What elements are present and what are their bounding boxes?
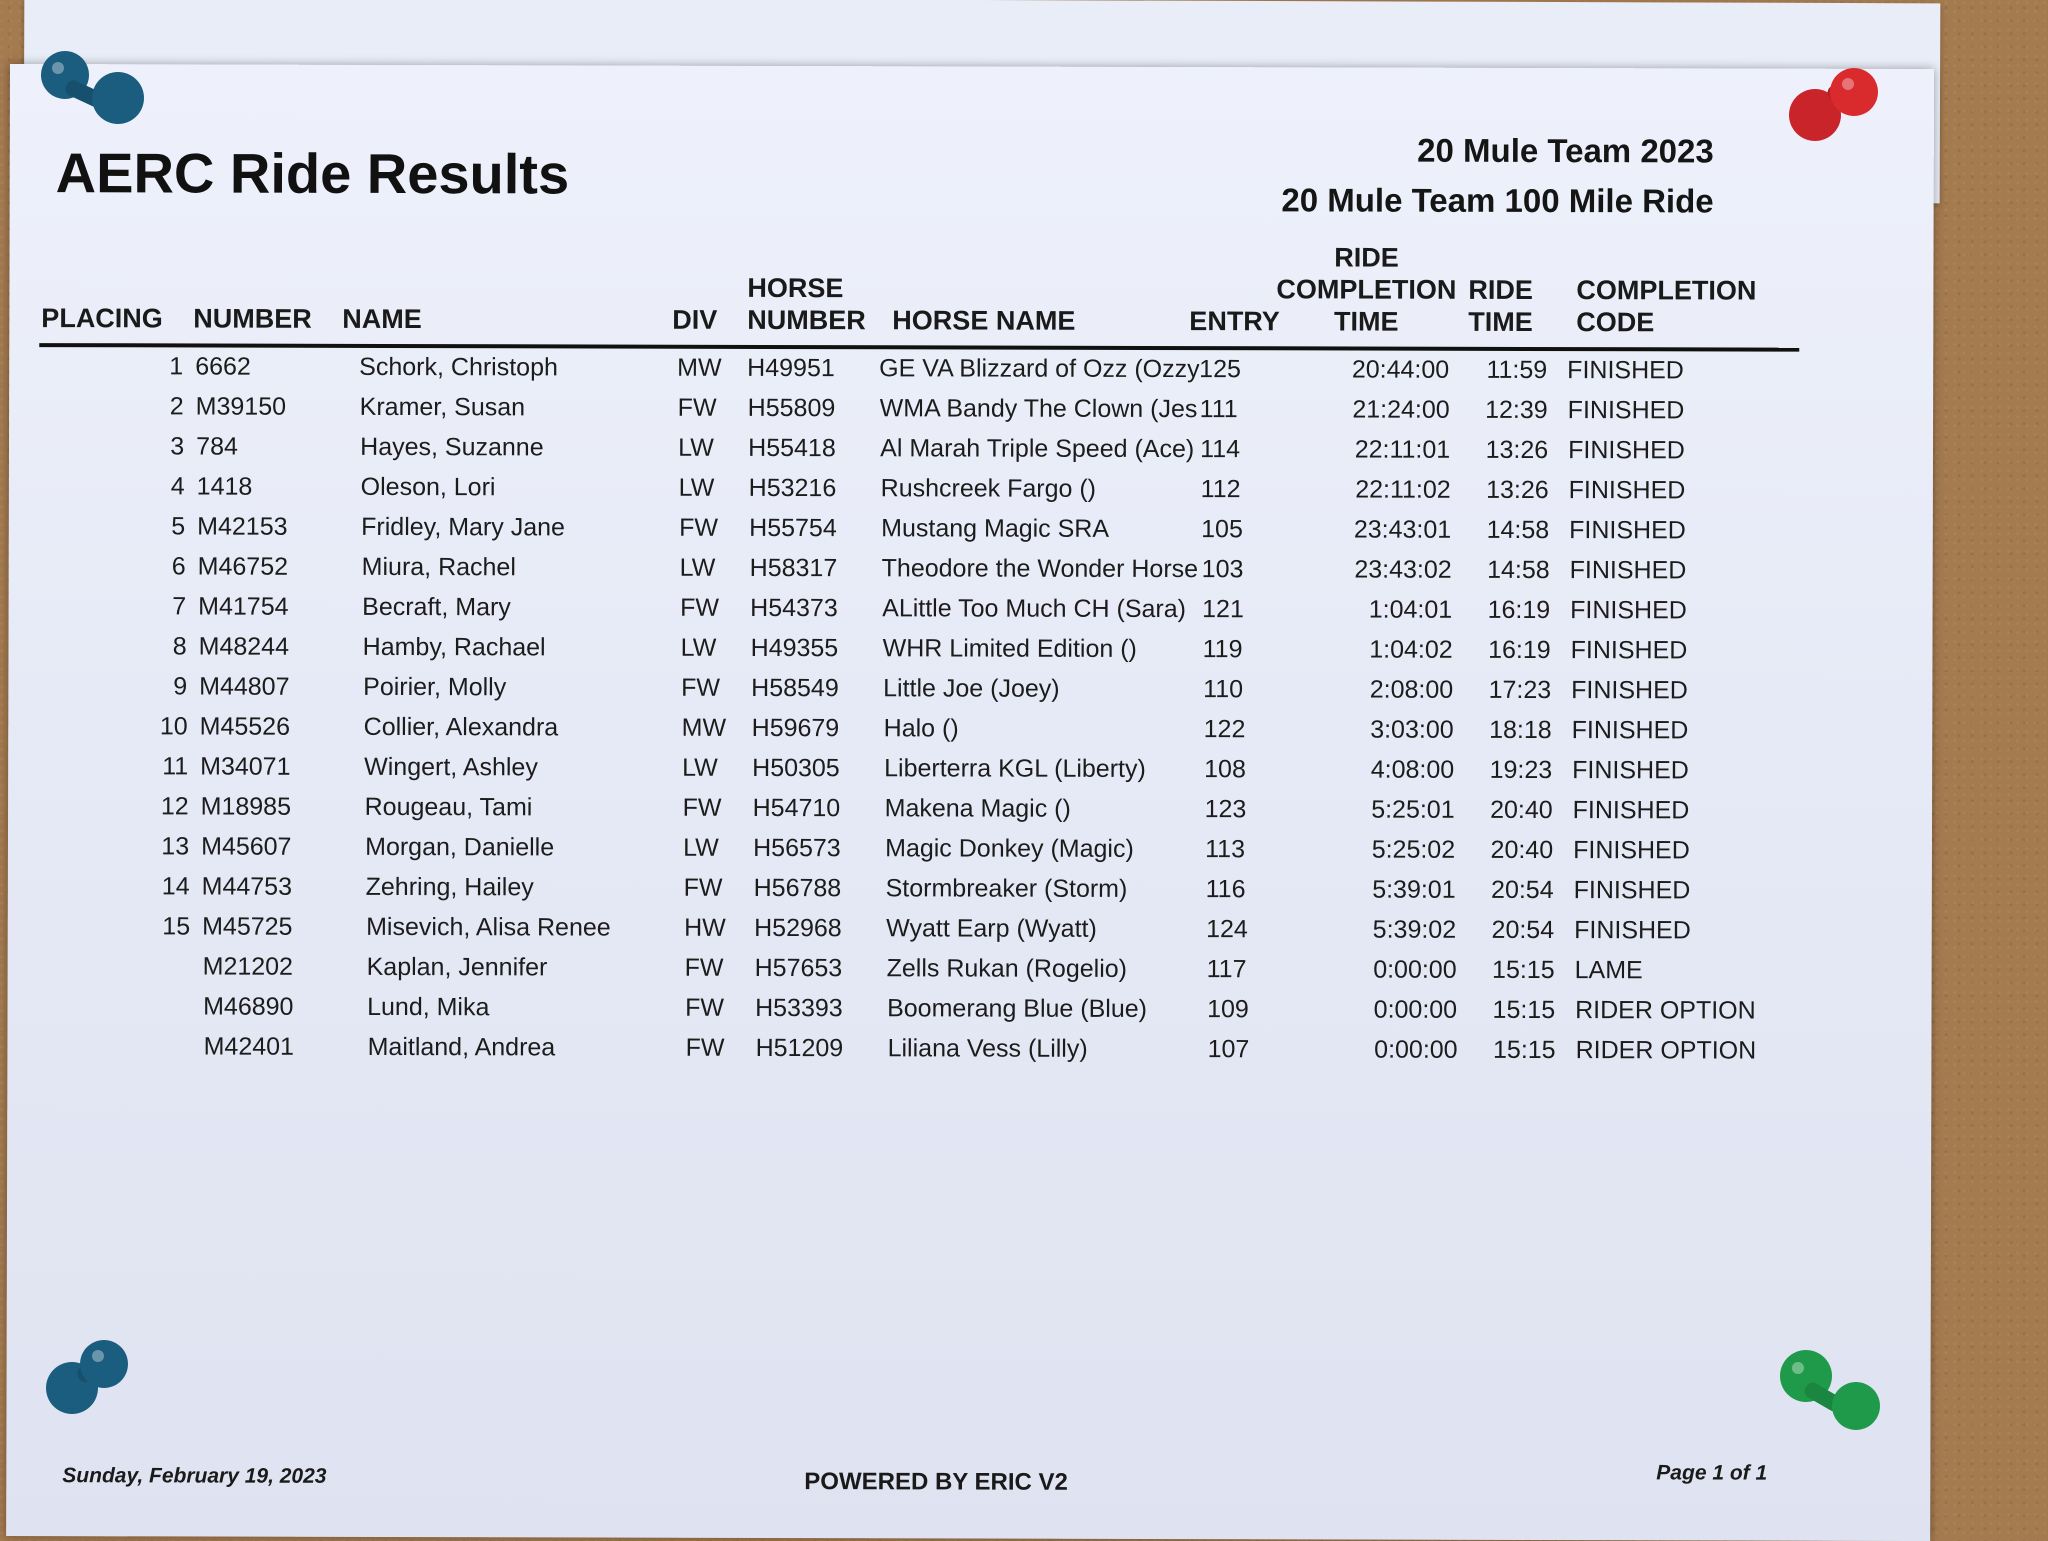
col-horse-number: HORSE NUMBER [747,272,877,336]
cell-completion-time: 23:43:02 [1352,556,1452,585]
cell-name: Schork, Christoph [359,353,558,383]
cell-entry: 123 [1205,795,1247,824]
cell-horse-number: H54373 [750,594,838,623]
pushpin-highlight [92,1350,104,1362]
header-rule [39,343,1799,352]
cell-horse-name: Liberterra KGL (Liberty) [884,754,1204,784]
cell-placing: 2 [138,392,184,421]
table-row [7,992,1907,1037]
cell-ride-time: 13:26 [1469,476,1549,505]
cell-completion-time: 5:25:01 [1355,796,1455,825]
cell-number: M41754 [198,592,288,621]
cell-placing: 6 [140,552,186,581]
cell-ride-time: 20:40 [1473,836,1553,865]
cell-div: FW [678,394,717,423]
cell-horse-name: GE VA Blizzard of Ozz (Ozzy [879,354,1199,384]
cell-ride-time: 20:54 [1474,916,1554,945]
cell-div: LW [679,474,715,503]
cell-horse-number: H58549 [751,674,839,703]
cell-entry: 121 [1202,595,1244,624]
cell-completion-code: FINISHED [1573,836,1690,865]
cell-completion-code: FINISHED [1569,476,1686,505]
table-row [9,472,1909,517]
pushpin-head [1830,68,1878,116]
cell-completion-code: FINISHED [1571,636,1688,665]
cell-completion-time: 22:11:01 [1350,436,1450,465]
cell-completion-code: FINISHED [1568,436,1685,465]
cell-entry: 117 [1207,955,1247,984]
cell-ride-time: 15:15 [1476,1036,1556,1065]
cell-div: LW [683,834,719,863]
pushpin-highlight [52,62,64,74]
col-ride-time: RIDE TIME [1468,274,1538,338]
cell-div: FW [686,1034,725,1063]
cell-entry: 110 [1203,675,1243,704]
cell-number: M42153 [197,512,287,541]
results-sheet [6,64,1934,1541]
table-row [9,552,1909,597]
cell-completion-code: FINISHED [1573,796,1690,825]
cell-horse-number: H59679 [752,714,840,743]
cell-div: MW [677,354,721,383]
cell-horse-number: H55809 [748,394,836,423]
cell-number: M46890 [203,993,293,1022]
cell-horse-name: Little Joe (Joey) [883,674,1203,704]
footer-page-number: Page 1 of 1 [1656,1461,1767,1485]
ride-title: 20 Mule Team 100 Mile Ride [1281,175,1713,226]
cell-horse-name: Theodore the Wonder Horse [882,554,1202,584]
table-row [8,872,1908,917]
cell-ride-time: 16:19 [1471,636,1551,665]
table-row [8,912,1908,957]
cell-completion-time: 5:39:01 [1356,876,1456,905]
table-row [9,432,1909,477]
cell-name: Zehring, Hailey [366,873,534,902]
cell-entry: 109 [1207,995,1249,1024]
cell-div: FW [680,594,719,623]
page-title: AERC Ride Results [56,140,570,206]
cell-ride-time: 14:58 [1469,516,1549,545]
cell-div: FW [681,674,720,703]
cell-entry: 116 [1206,875,1246,904]
cell-ride-time: 20:54 [1474,876,1554,905]
cell-number: M34071 [200,753,290,782]
col-placing: PLACING [41,302,163,334]
cell-completion-time: 1:04:01 [1352,596,1452,625]
cell-completion-time: 1:04:02 [1353,636,1453,665]
pushpin-highlight [1792,1362,1804,1374]
table-row [8,792,1908,837]
cell-placing: 7 [140,592,186,621]
cell-ride-time: 18:18 [1472,716,1552,745]
cell-horse-name: Makena Magic () [885,794,1205,824]
cell-horse-number: H55754 [749,514,837,543]
cell-placing: 9 [141,672,187,701]
pushpin-head [80,1340,128,1388]
cell-horse-number: H54710 [753,794,841,823]
cell-name: Misevich, Alisa Renee [366,913,611,943]
cell-completion-time: 0:00:00 [1358,1036,1458,1065]
cell-name: Rougeau, Tami [365,793,533,822]
table-row [8,952,1908,997]
cell-entry: 122 [1204,715,1246,744]
cell-placing: 8 [141,632,187,661]
cell-entry: 113 [1205,835,1245,864]
cell-entry: 105 [1201,515,1243,544]
cell-placing: 15 [144,912,190,941]
cell-placing: 13 [143,832,189,861]
cell-number: M42401 [204,1033,294,1062]
cell-completion-time: 0:00:00 [1357,996,1457,1025]
table-row [9,392,1909,437]
cell-completion-time: 20:44:00 [1349,356,1449,385]
cell-completion-code: FINISHED [1567,356,1684,385]
cell-ride-time: 17:23 [1471,676,1551,705]
cell-completion-time: 22:11:02 [1351,476,1451,505]
cell-horse-name: Zells Rukan (Rogelio) [887,954,1207,984]
cell-placing: 14 [144,872,190,901]
cell-ride-time: 13:26 [1468,436,1548,465]
cell-ride-time: 19:23 [1472,756,1552,785]
footer-powered-by: POWERED BY ERIC V2 [804,1468,1068,1497]
table-row [8,832,1908,877]
cell-horse-number: H55418 [748,434,836,463]
cell-placing: 5 [139,512,185,541]
cell-ride-time: 14:58 [1470,556,1550,585]
cell-horse-name: Al Marah Triple Speed (Ace) [880,434,1200,464]
cell-div: LW [681,634,717,663]
pushpin-base [92,72,144,124]
cell-placing: 11 [142,752,188,781]
table-row [9,352,1909,397]
table-row [8,752,1908,797]
cell-ride-time: 20:40 [1473,796,1553,825]
col-horse-name: HORSE NAME [892,304,1075,336]
cell-ride-time: 16:19 [1470,596,1550,625]
pushpin-icon [1770,1340,1890,1440]
cell-entry: 111 [1200,395,1238,424]
cell-completion-time: 5:39:02 [1356,916,1456,945]
col-div: DIV [672,304,717,336]
cell-ride-time: 15:15 [1475,996,1555,1025]
cell-horse-number: H50305 [752,754,840,783]
cell-horse-name: Boomerang Blue (Blue) [887,994,1207,1024]
cell-number: M45607 [201,833,291,862]
cell-placing: 12 [143,792,189,821]
cell-horse-number: H57653 [755,954,843,983]
cell-entry: 103 [1202,555,1244,584]
cell-completion-code: RIDER OPTION [1576,1036,1757,1065]
cell-number: M45526 [200,712,290,741]
cell-horse-name: Rushcreek Fargo () [881,474,1201,504]
cell-div: FW [679,514,718,543]
cell-placing: 1 [137,352,183,381]
cell-number: M39150 [196,392,286,421]
cell-horse-name: Liliana Vess (Lilly) [888,1034,1208,1064]
table-row [8,672,1908,717]
cell-horse-name: WHR Limited Edition () [883,634,1203,664]
cell-completion-code: FINISHED [1574,916,1691,945]
cell-completion-code: RIDER OPTION [1575,996,1756,1025]
cell-div: MW [682,714,726,743]
cell-horse-number: H49355 [751,634,839,663]
cell-horse-number: H56788 [754,874,842,903]
cell-number: M45725 [202,913,292,942]
cell-entry: 107 [1208,1035,1250,1064]
pushpin-icon [40,1330,140,1420]
cell-name: Morgan, Danielle [365,833,554,862]
col-completion-code: COMPLETION CODE [1576,274,1776,339]
cell-name: Lund, Mika [367,993,489,1022]
col-number: NUMBER [193,302,312,334]
cell-number: M48244 [199,632,289,661]
table-row [9,592,1909,637]
cell-ride-time: 12:39 [1468,396,1548,425]
table-row [7,1032,1907,1077]
cell-completion-time: 23:43:01 [1351,516,1451,545]
cell-placing: 10 [142,712,188,741]
cell-horse-number: H52968 [754,914,842,943]
cell-div: FW [685,954,724,983]
cell-name: Hamby, Rachael [363,633,546,662]
cell-div: FW [684,874,723,903]
cell-name: Wingert, Ashley [364,753,538,782]
cell-div: HW [684,914,726,943]
cell-placing: 3 [138,432,184,461]
pushpin-icon [1780,60,1900,160]
cell-horse-name: Stormbreaker (Storm) [886,874,1206,904]
footer-date: Sunday, February 19, 2023 [62,1464,326,1489]
pushpin-icon [30,40,150,130]
cell-horse-number: H53393 [755,994,843,1023]
cell-div: LW [678,434,714,463]
cell-ride-time: 11:59 [1467,356,1547,385]
cell-horse-number: H51209 [756,1034,844,1063]
cell-completion-time: 5:25:02 [1355,836,1455,865]
col-name: NAME [342,303,422,335]
cell-completion-code: FINISHED [1572,756,1689,785]
cell-name: Kaplan, Jennifer [367,953,548,982]
cell-horse-name: Halo () [884,714,1204,744]
cell-name: Becraft, Mary [362,593,511,622]
cell-completion-time: 2:08:00 [1353,676,1453,705]
event-heading [1281,125,1713,226]
cell-entry: 125 [1199,355,1241,384]
cell-horse-number: H49951 [747,354,835,383]
cell-completion-code: FINISHED [1574,876,1691,905]
cell-horse-number: H58317 [750,554,838,583]
cell-completion-time: 3:03:00 [1354,716,1454,745]
cell-completion-code: FINISHED [1572,716,1689,745]
cell-div: FW [685,994,724,1023]
pushpin-highlight [1842,78,1854,90]
cell-horse-name: Mustang Magic SRA [881,514,1201,544]
cell-div: LW [680,554,716,583]
cell-number: 1418 [197,472,253,501]
cell-horse-name: ALittle Too Much CH (Sara) [882,594,1202,624]
cell-entry: 119 [1203,635,1243,664]
event-title: 20 Mule Team 2023 [1281,125,1713,176]
pushpin-base [1832,1382,1880,1430]
cell-name: Hayes, Suzanne [360,433,544,462]
cell-name: Oleson, Lori [361,473,496,502]
cell-placing: 4 [139,472,185,501]
cell-entry: 112 [1201,475,1241,504]
cell-horse-name: Magic Donkey (Magic) [885,834,1205,864]
cell-completion-time: 0:00:00 [1357,956,1457,985]
cell-number: M44807 [199,672,289,701]
cell-completion-code: FINISHED [1568,396,1685,425]
cell-entry: 108 [1204,755,1246,784]
cell-completion-code: FINISHED [1571,676,1688,705]
cell-number: M21202 [203,953,293,982]
cell-number: 784 [196,432,238,461]
table-row [8,632,1908,677]
cell-name: Miura, Rachel [362,553,516,582]
cell-name: Fridley, Mary Jane [361,513,565,543]
cell-div: LW [682,754,718,783]
cell-name: Poirier, Molly [363,673,506,702]
cell-completion-code: LAME [1575,956,1643,985]
cell-number: M44753 [202,873,292,902]
cell-number: 6662 [195,352,251,381]
cell-completion-code: FINISHED [1569,516,1686,545]
cell-name: Kramer, Susan [360,393,525,422]
cell-name: Maitland, Andrea [368,1033,556,1062]
cell-horse-name: WMA Bandy The Clown (Jes [880,394,1200,424]
cell-entry: 114 [1200,435,1240,464]
cell-completion-code: FINISHED [1570,596,1687,625]
cell-completion-time: 21:24:00 [1350,396,1450,425]
table-row [9,512,1909,557]
cell-horse-number: H53216 [749,474,837,503]
cell-number: M18985 [201,793,291,822]
col-entry: ENTRY [1189,305,1280,337]
cell-horse-name: Wyatt Earp (Wyatt) [886,914,1206,944]
col-ride-completion-time: RIDE COMPLETION TIME [1271,241,1461,337]
cell-entry: 124 [1206,915,1248,944]
cell-div: FW [683,794,722,823]
table-row [8,712,1908,757]
cell-completion-time: 4:08:00 [1354,756,1454,785]
cell-name: Collier, Alexandra [364,713,559,743]
cell-horse-number: H56573 [753,834,841,863]
cell-completion-code: FINISHED [1570,556,1687,585]
cell-number: M46752 [198,552,288,581]
cell-ride-time: 15:15 [1475,956,1555,985]
